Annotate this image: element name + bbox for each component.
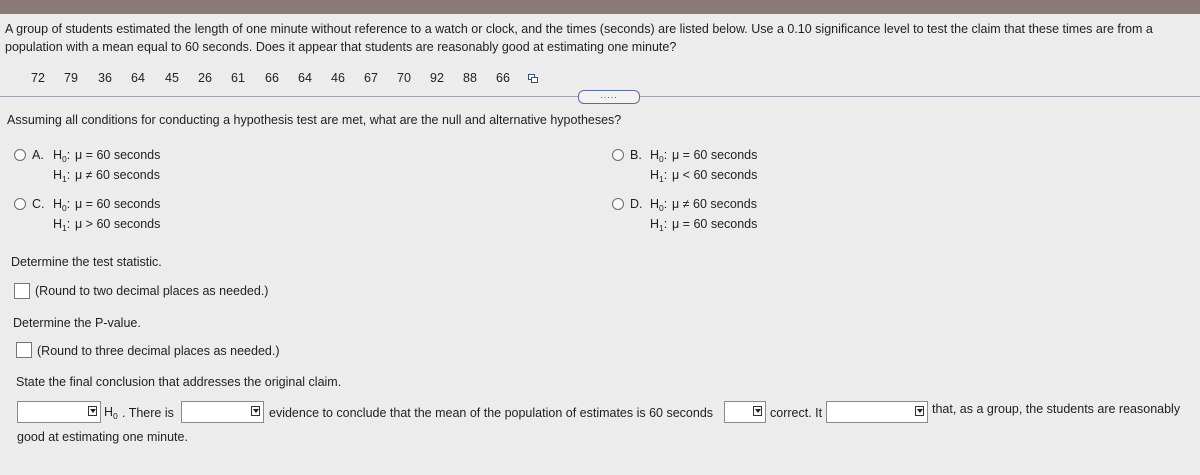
h0-label: $H_0$: xyxy=(53,197,71,213)
conclusion-prompt: State the final conclusion that addresses the original claim. xyxy=(16,375,342,389)
h0-text: μ = 60 seconds xyxy=(672,148,758,162)
more-button[interactable]: ..... xyxy=(578,90,640,104)
decision-dropdown[interactable] xyxy=(17,401,101,423)
h1-label: $H_1$: xyxy=(53,217,71,233)
data-value: 88 xyxy=(463,71,477,85)
hypothesis-prompt: Assuming all conditions for conducting a hypothesis test are met, what are the null and alternative hypotheses? xyxy=(7,113,622,127)
option-b-radio[interactable] xyxy=(612,149,624,161)
top-bar xyxy=(0,0,1200,14)
test-statistic-input[interactable] xyxy=(14,283,30,299)
test-statistic-prompt: Determine the test statistic. xyxy=(11,255,162,269)
data-value: 26 xyxy=(198,71,212,85)
data-value: 36 xyxy=(98,71,112,85)
data-value: 66 xyxy=(496,71,510,85)
conclusion-tail-text: that, as a group, the students are reasonably xyxy=(932,402,1181,416)
option-d-radio[interactable] xyxy=(612,198,624,210)
option-letter: B. xyxy=(630,148,642,162)
appears-dropdown[interactable] xyxy=(826,401,928,423)
data-value: 70 xyxy=(397,71,411,85)
p-value-hint: (Round to three decimal places as needed.) xyxy=(37,344,280,358)
h1-label: $H_1$: xyxy=(650,168,668,184)
h1-text: μ < 60 seconds xyxy=(672,168,758,182)
option-letter: C. xyxy=(32,197,45,211)
dropdown-arrow-icon xyxy=(251,406,260,416)
option-letter: D. xyxy=(630,197,643,211)
h0-label: $H_0$: xyxy=(53,148,71,164)
dropdown-arrow-icon xyxy=(915,406,924,416)
conclusion-h0-label: $H_0$ xyxy=(104,405,118,421)
h1-label: $H_1$: xyxy=(650,217,668,233)
data-value: 61 xyxy=(231,71,245,85)
data-value: 45 xyxy=(165,71,179,85)
data-value: 64 xyxy=(131,71,145,85)
data-value: 66 xyxy=(265,71,279,85)
option-letter: A. xyxy=(32,148,44,162)
data-value: 92 xyxy=(430,71,444,85)
p-value-prompt: Determine the P-value. xyxy=(13,316,141,330)
data-value: 46 xyxy=(331,71,345,85)
data-value: 79 xyxy=(64,71,78,85)
h1-text: μ > 60 seconds xyxy=(75,217,161,231)
data-value: 72 xyxy=(31,71,45,85)
data-value: 67 xyxy=(364,71,378,85)
correct-it-text: correct. It xyxy=(770,406,823,420)
question-text-line-2: population with a mean equal to 60 seconds. Does it appear that students are reasonably good at estimating one minute? xyxy=(5,40,677,54)
dropdown-arrow-icon xyxy=(88,406,97,416)
evidence-dropdown[interactable] xyxy=(181,401,264,423)
h1-label: $H_1$: xyxy=(53,168,71,184)
data-value: 64 xyxy=(298,71,312,85)
h1-text: μ = 60 seconds xyxy=(672,217,758,231)
option-a-radio[interactable] xyxy=(14,149,26,161)
dropdown-arrow-icon xyxy=(753,406,762,416)
option-c-radio[interactable] xyxy=(14,198,26,210)
h0-text: μ ≠ 60 seconds xyxy=(672,197,757,211)
h1-text: μ ≠ 60 seconds xyxy=(75,168,160,182)
question-text-line-1: A group of students estimated the length of one minute without reference to a watch or clock, and the times (seconds) are listed below. Use a 0.10 significance level to test the claim that these times are from a xyxy=(5,22,1153,36)
correct-dropdown[interactable] xyxy=(724,401,766,423)
there-is-text: . There is xyxy=(122,406,174,420)
h0-text: μ = 60 seconds xyxy=(75,148,161,162)
evidence-text: evidence to conclude that the mean of the population of estimates is 60 seconds xyxy=(269,406,714,420)
h0-label: $H_0$: xyxy=(650,197,668,213)
test-statistic-hint: (Round to two decimal places as needed.) xyxy=(35,284,269,298)
h0-label: $H_0$: xyxy=(650,148,668,164)
p-value-input[interactable] xyxy=(16,342,32,358)
clipboard-icon[interactable] xyxy=(528,74,539,83)
conclusion-line-2: good at estimating one minute. xyxy=(17,430,188,444)
h0-text: μ = 60 seconds xyxy=(75,197,161,211)
